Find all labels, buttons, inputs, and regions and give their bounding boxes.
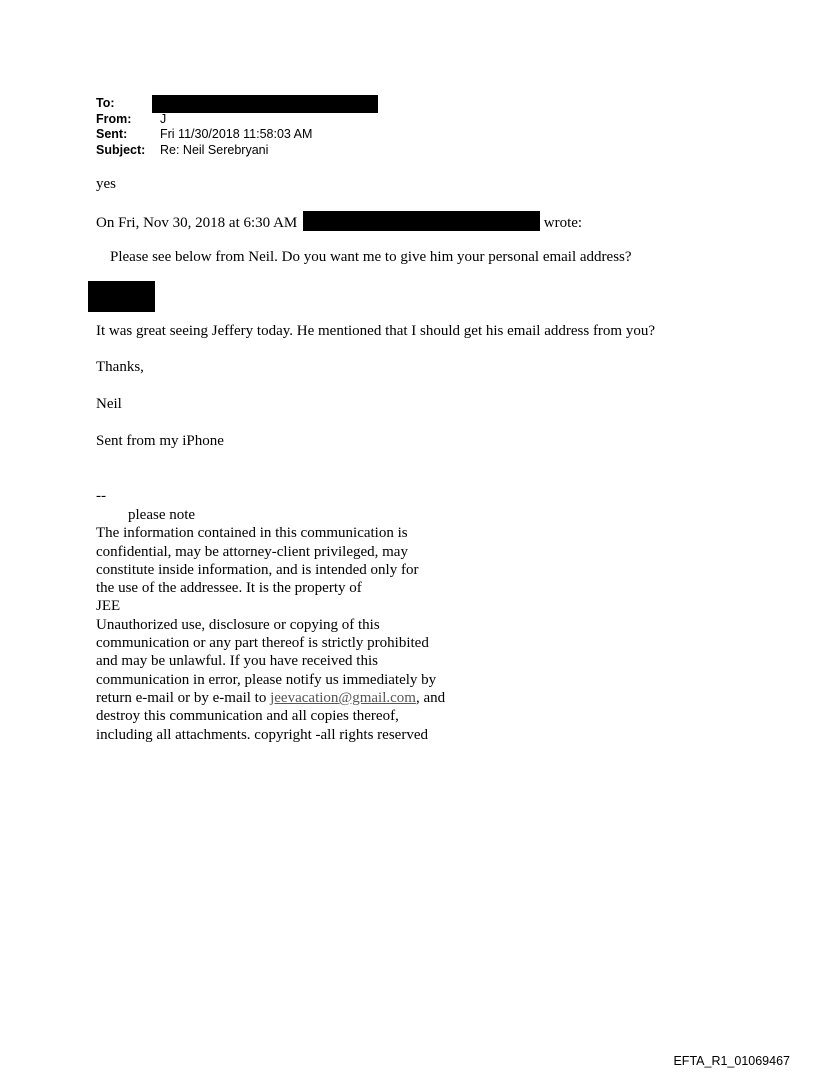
quote-intro-prefix: On Fri, Nov 30, 2018 at 6:30 AM	[96, 215, 298, 231]
disclaimer	[96, 506, 445, 744]
return-prefix: return e-mail or by e-mail to	[96, 689, 271, 706]
sent-from-text: Sent from my iPhone	[96, 433, 224, 449]
redacted-block	[88, 281, 155, 312]
separator: --	[96, 488, 106, 504]
redacted-recipient	[152, 95, 378, 113]
email-link[interactable]: jeevacation@gmail.com	[270, 689, 416, 706]
sent-label: Sent:	[96, 127, 128, 141]
signature-name: Neil	[96, 396, 122, 412]
disclaimer-line: JEE	[96, 598, 121, 615]
reply-text: yes	[96, 176, 116, 192]
disclaimer-line: constitute inside information, and is intended only for	[96, 561, 419, 578]
disclaimer-line: including all attachments. copyright -all rights reserved	[96, 726, 428, 743]
neil-message: It was great seeing Jeffery today. He mentioned that I should get his email address from you?	[96, 323, 656, 339]
document-id: EFTA_R1_01069467	[673, 1054, 790, 1068]
subject-row	[96, 143, 378, 159]
disclaimer-line: communication in error, please notify us immediately by	[96, 671, 437, 688]
from-label: From:	[96, 111, 132, 126]
return-suffix: , and	[415, 689, 446, 706]
disclaimer-line: confidential, may be attorney-client privileged, may	[96, 543, 408, 560]
disclaimer-line: destroy this communication and all copies thereof,	[96, 708, 399, 725]
sent-row	[96, 127, 378, 143]
quote-intro-suffix: wrote:	[543, 215, 583, 231]
subject-value: Re: Neil Serebryani	[160, 142, 269, 157]
quoted-message: Please see below from Neil. Do you want me to give him your personal email address?	[110, 249, 632, 265]
from-row	[96, 112, 378, 128]
redacted-sender	[303, 211, 540, 231]
email-header	[96, 96, 378, 158]
disclaimer-line: communication or any part thereof is strictly prohibited	[96, 635, 429, 652]
thanks-text: Thanks,	[96, 359, 144, 375]
disclaimer-return-line	[96, 689, 445, 707]
subject-label: Subject:	[96, 142, 146, 157]
to-label: To:	[96, 96, 115, 110]
sent-value: Fri 11/30/2018 11:58:03 AM	[160, 127, 313, 141]
disclaimer-line: Unauthorized use, disclosure or copying of this	[96, 616, 380, 633]
disclaimer-note: please note	[128, 507, 196, 523]
quote-intro	[96, 211, 582, 232]
disclaimer-line: The information contained in this communication is	[96, 525, 408, 542]
from-value: J	[160, 111, 167, 126]
disclaimer-line: and may be unlawful. If you have received this	[96, 653, 378, 670]
disclaimer-line: the use of the addressee. It is the property of	[96, 580, 362, 597]
to-row	[96, 96, 378, 112]
